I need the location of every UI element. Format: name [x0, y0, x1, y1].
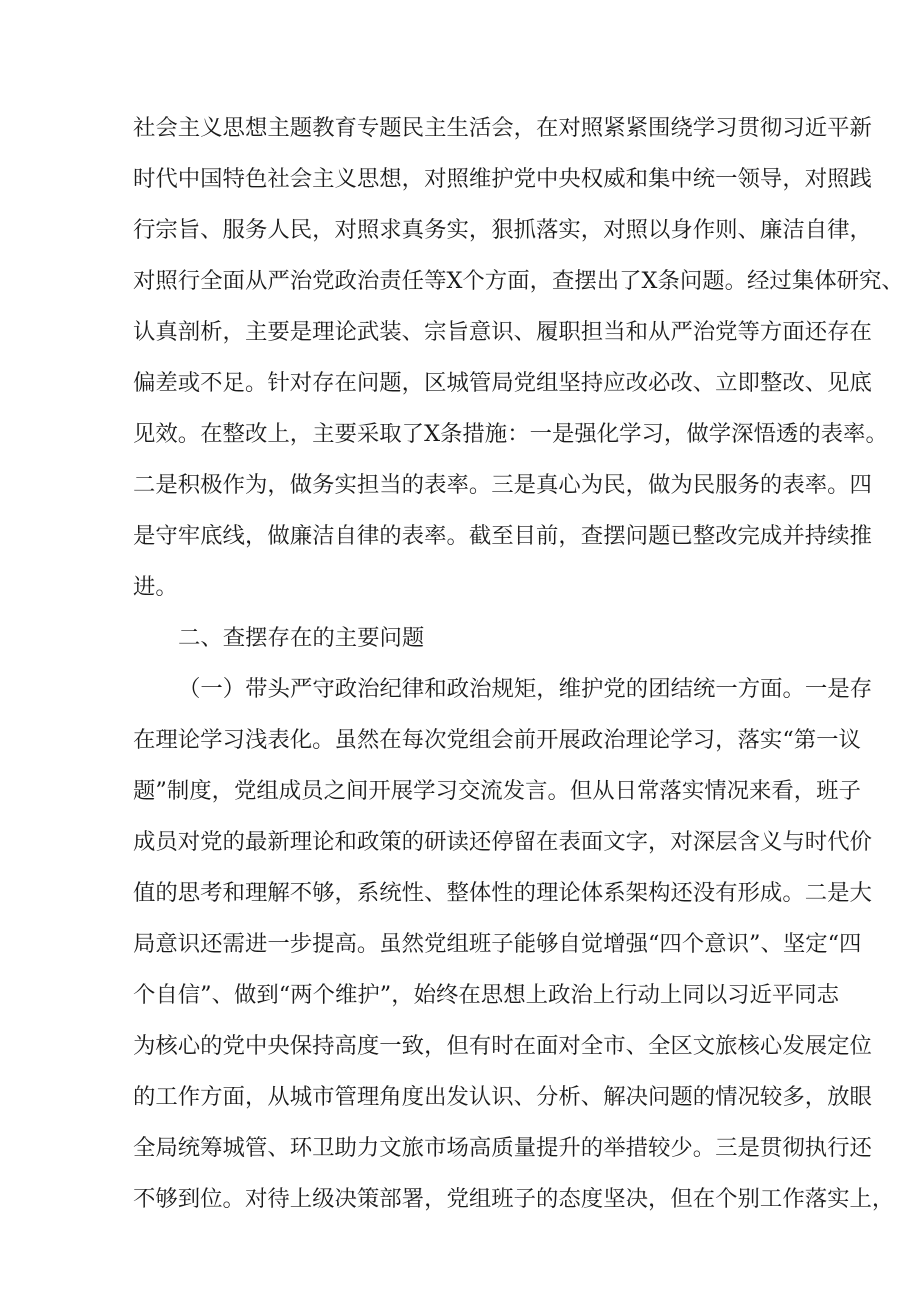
- paragraph-line: 二是积极作为，做务实担当的表率。三是真心为民，做为民服务的表率。四: [133, 472, 872, 498]
- paragraph-line: 不够到位。对待上级决策部署，党组班子的态度坚决，但在个别工作落实上，: [133, 1186, 895, 1212]
- paragraph-line: 成员对党的最新理论和政策的研读还停留在表面文字，对深层含义与时代价: [133, 829, 872, 855]
- paragraph-line: 见效。在整改上，主要采取了X条措施：一是强化学习，做学深悟透的表率。: [133, 421, 888, 447]
- paragraph-line: 在理论学习浅表化。虽然在每次党组会前开展政治理论学习，落实“第一议: [133, 727, 861, 753]
- paragraph-line: 是守牢底线，做廉洁自律的表率。截至目前，查摆问题已整改完成并持续推: [133, 523, 872, 549]
- paragraph-line: 的工作方面，从城市管理角度出发认识、分析、解决问题的情况较多，放眼: [133, 1084, 872, 1110]
- paragraph-line: 社会主义思想主题教育专题民主生活会，在对照紧紧围绕学习贯彻习近平新: [133, 115, 872, 141]
- paragraph-line: 局意识还需进一步提高。虽然党组班子能够自觉增强“四个意识”、坚定“四: [133, 931, 862, 957]
- paragraph-line: 为核心的党中央保持高度一致，但有时在面对全市、全区文旅核心发展定位: [133, 1033, 872, 1059]
- section-heading: 二、查摆存在的主要问题: [178, 625, 425, 651]
- paragraph-line: 个自信”、做到“两个维护”，始终在思想上政治上行动上同以习近平同志: [133, 982, 840, 1008]
- paragraph-line: 时代中国特色社会主义思想，对照维护党中央权威和集中统一领导，对照践: [133, 166, 872, 192]
- paragraph-line: 认真剖析，主要是理论武装、宗旨意识、履职担当和从严治党等方面还存在: [133, 319, 872, 345]
- paragraph-line: 对照行全面从严治党政治责任等X个方面，查摆出了X条问题。经过集体研究、: [133, 268, 904, 294]
- paragraph-line: 题”制度，党组成员之间开展学习交流发言。但从日常落实情况来看，班子: [133, 778, 861, 804]
- paragraph-line: 行宗旨、服务人民，对照求真务实，狠抓落实，对照以身作则、廉洁自律，: [133, 217, 872, 243]
- paragraph-line: 全局统筹城管、环卫助力文旅市场高质量提升的举措较少。三是贯彻执行还: [133, 1135, 872, 1161]
- paragraph-line: （一）带头严守政治纪律和政治规矩，维护党的团结统一方面。一是存: [178, 676, 873, 702]
- paragraph-line: 进。: [133, 574, 178, 600]
- paragraph-line: 值的思考和理解不够，系统性、整体性的理论体系架构还没有形成。二是大: [133, 880, 872, 906]
- paragraph-line: 偏差或不足。针对存在问题，区城管局党组坚持应改必改、立即整改、见底: [133, 370, 872, 396]
